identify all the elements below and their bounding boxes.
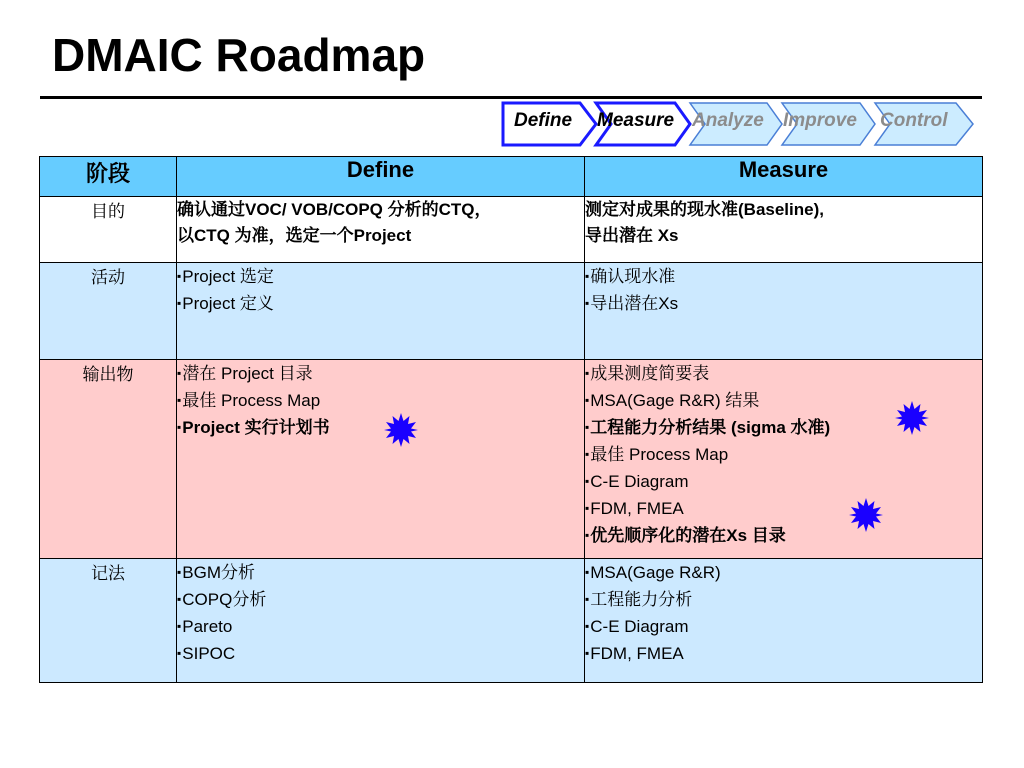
list-item: ▪ 导出潜在Xs <box>585 290 982 317</box>
header-measure: Measure <box>585 157 983 197</box>
list-item: ▪ 工程能力分析结果 (sigma 水准) <box>585 414 982 441</box>
table-header-row <box>40 157 983 197</box>
roadmap-step-analyze: Analyze <box>692 110 764 131</box>
list-item: ▪ 潜在 Project 目录 <box>177 360 584 387</box>
list-item: ▪ 优先顺序化的潜在Xs 目录 <box>585 522 982 549</box>
list-item: ▪ Pareto <box>177 613 584 640</box>
stage-output: 输出物 <box>40 360 177 559</box>
table-row-output <box>40 360 983 559</box>
purpose-measure-line2: 导出潜在 Xs <box>585 226 679 245</box>
dmaic-table <box>39 156 983 683</box>
page-title: DMAIC Roadmap <box>52 29 426 81</box>
output-define <box>177 360 585 559</box>
header-stage: 阶段 <box>40 157 177 197</box>
list-item: ▪ Project 实行计划书 <box>177 414 584 441</box>
table-row-purpose <box>40 197 983 263</box>
list-item: ▪ COPQ分析 <box>177 586 584 613</box>
roadmap-step-measure: Measure <box>597 110 675 131</box>
table-row-activity <box>40 263 983 360</box>
purpose-measure-line1: 测定对成果的现水准(Baseline), <box>585 200 824 219</box>
table-row-method <box>40 559 983 683</box>
list-item: ▪ 工程能力分析 <box>585 586 982 613</box>
purpose-define <box>177 197 585 263</box>
purpose-measure <box>585 197 983 263</box>
list-item: ▪ 成果测度简要表 <box>585 360 982 387</box>
purpose-define-line1: 确认通过VOC/ VOB/COPQ 分析的CTQ， <box>177 200 492 219</box>
starburst-icon <box>849 498 883 532</box>
activity-define <box>177 263 585 360</box>
list-item: ▪ 确认现水准 <box>585 263 982 290</box>
list-item: ▪ MSA(Gage R&R) 结果 <box>585 387 982 414</box>
activity-measure <box>585 263 983 360</box>
method-define <box>177 559 585 683</box>
stage-method: 记法 <box>40 559 177 683</box>
list-item: ▪ 最佳 Process Map <box>177 387 584 414</box>
starburst-icon <box>895 401 929 435</box>
stage-activity: 活动 <box>40 263 177 360</box>
list-item: ▪ Project 定义 <box>177 290 584 317</box>
output-measure <box>585 360 983 559</box>
list-item: ▪ C-E Diagram <box>585 613 982 640</box>
list-item: ▪ 最佳 Process Map <box>585 441 982 468</box>
stage-purpose: 目的 <box>40 197 177 263</box>
list-item: ▪ MSA(Gage R&R) <box>585 559 982 586</box>
roadmap-step-control: Control <box>880 110 948 131</box>
title-divider <box>40 96 982 99</box>
dmaic-roadmap <box>500 100 980 148</box>
roadmap-step-define: Define <box>514 110 573 131</box>
header-define: Define <box>177 157 585 197</box>
list-item: ▪ SIPOC <box>177 640 584 667</box>
method-measure <box>585 559 983 683</box>
list-item: ▪ FDM, FMEA <box>585 640 982 667</box>
list-item: ▪ C-E Diagram <box>585 468 982 495</box>
list-item: ▪ Project 选定 <box>177 263 584 290</box>
starburst-icon <box>384 413 418 447</box>
list-item: ▪ FDM, FMEA <box>585 495 982 522</box>
purpose-define-line2: 以CTQ 为准，选定一个Project <box>177 226 412 245</box>
list-item: ▪ BGM分析 <box>177 559 584 586</box>
roadmap-step-improve: Improve <box>783 110 857 131</box>
